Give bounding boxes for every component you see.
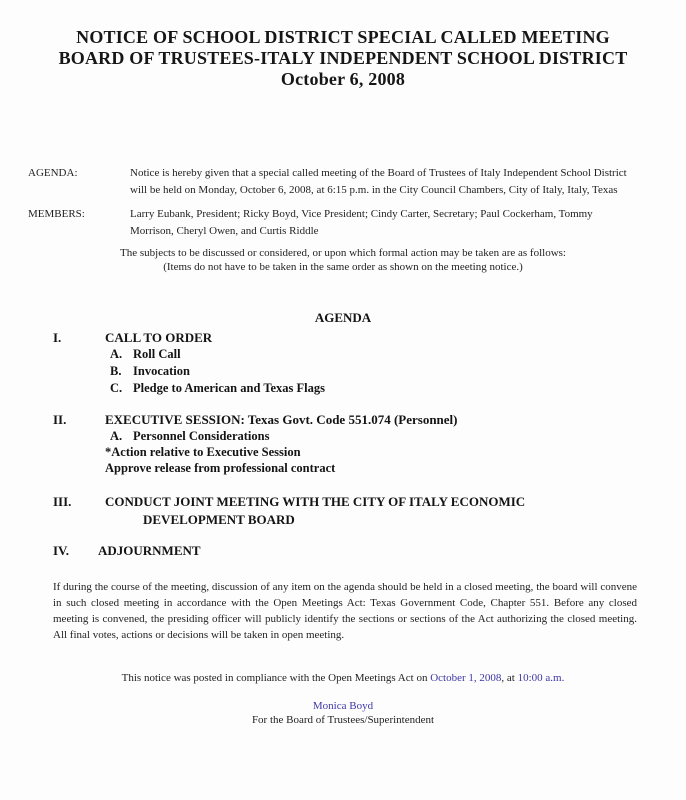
section-title: ADJOURNMENT — [98, 543, 201, 558]
signature-name: Monica Boyd — [312, 700, 374, 712]
subitem-text: Roll Call — [133, 347, 181, 361]
agenda-section-joint-meeting — [53, 493, 686, 529]
section-title: EXECUTIVE SESSION: Texas Govt. Code 551.074 (Personnel) — [105, 412, 458, 427]
members-label: MEMBERS: — [28, 208, 85, 220]
section-body — [105, 329, 325, 397]
signature-block — [0, 699, 686, 727]
section-numeral: II. — [53, 412, 67, 427]
section-body — [105, 411, 458, 476]
agenda-subitem — [110, 346, 325, 363]
title-line-date: October 6, 2008 — [280, 69, 406, 89]
posted-middle: , at — [501, 672, 518, 684]
posted-date: October 1, 2008 — [430, 672, 502, 684]
agenda-label: AGENDA: — [28, 167, 78, 179]
subjects-note-line-1: The subjects to be discussed or considered, or upon which formal action may be taken are as follows: — [120, 247, 566, 259]
title-line-1: NOTICE OF SCHOOL DISTRICT SPECIAL CALLED MEETING — [76, 27, 610, 47]
members-list-text: Larry Eubank, President; Ricky Boyd, Vice President; Cindy Carter, Secretary; Paul Cockerham, Tommy Morrison, Cheryl Owen, and Curtis Riddle — [130, 208, 593, 237]
section-numeral: I. — [53, 330, 62, 345]
subitem-letter: C. — [110, 381, 123, 395]
posted-time: 10:00 a.m. — [517, 672, 565, 684]
posted-prefix: This notice was posted in compliance with the Open Meetings Act on — [121, 672, 431, 684]
subjects-note-line-2: (Items do not have to be taken in the same order as shown on the meeting notice.) — [163, 261, 523, 273]
section-body — [98, 542, 201, 559]
section-numeral: IV. — [53, 543, 70, 558]
agenda-subitem — [110, 428, 458, 444]
subitem-text: Pledge to American and Texas Flags — [133, 381, 326, 395]
agenda-section-call-to-order — [53, 329, 686, 397]
document-title — [0, 0, 686, 90]
agenda-section-adjournment — [53, 542, 686, 559]
agenda-notice-row — [28, 165, 664, 198]
section-title-line-2: DEVELOPMENT BOARD — [143, 512, 295, 527]
subitem-letter: A. — [110, 429, 123, 443]
subitem-letter: B. — [110, 364, 122, 378]
section-title: CALL TO ORDER — [105, 330, 213, 345]
agenda-notice-text: Notice is hereby given that a special called meeting of the Board of Trustees of Italy Independent School District will be held on Monday, October 6, 2008, at 6:15 p.m. in the City Council Chambers, City of Italy, Italy, Texas — [130, 167, 627, 196]
agenda-section-executive-session — [53, 411, 686, 476]
agenda-plain-line: *Action relative to Executive Session — [105, 445, 301, 459]
subitem-text: Personnel Considerations — [133, 429, 270, 443]
members-row — [28, 206, 664, 239]
section-title-line-1: CONDUCT JOINT MEETING WITH THE CITY OF ITALY ECONOMIC — [105, 494, 526, 509]
closed-meeting-paragraph: If during the course of the meeting, discussion of any item on the agenda should be held in a closed meeting, the board will convene in such closed meeting in accordance with the Open Meetings Act: Texas Government Code, Chapter 551. Before any closed meeting is convened, the presiding officer will publicly identify the sections or sections of the Act authorizing the closed meeting. All final votes, actions or decisions will be taken in open meeting. — [53, 581, 637, 641]
posted-compliance-line — [0, 671, 686, 685]
agenda-subitem — [110, 363, 325, 380]
subjects-note — [0, 246, 686, 274]
subitem-text: Invocation — [133, 364, 190, 378]
agenda-subitem — [110, 380, 325, 397]
section-numeral: III. — [53, 494, 72, 509]
signature-role: For the Board of Trustees/Superintendent — [251, 714, 435, 726]
subitem-letter: A. — [110, 347, 123, 361]
title-line-2: BOARD OF TRUSTEES-ITALY INDEPENDENT SCHOOL DISTRICT — [58, 48, 628, 68]
agenda-plain-line: Approve release from professional contract — [105, 461, 336, 475]
section-body — [105, 493, 525, 529]
agenda-heading: AGENDA — [314, 310, 372, 325]
